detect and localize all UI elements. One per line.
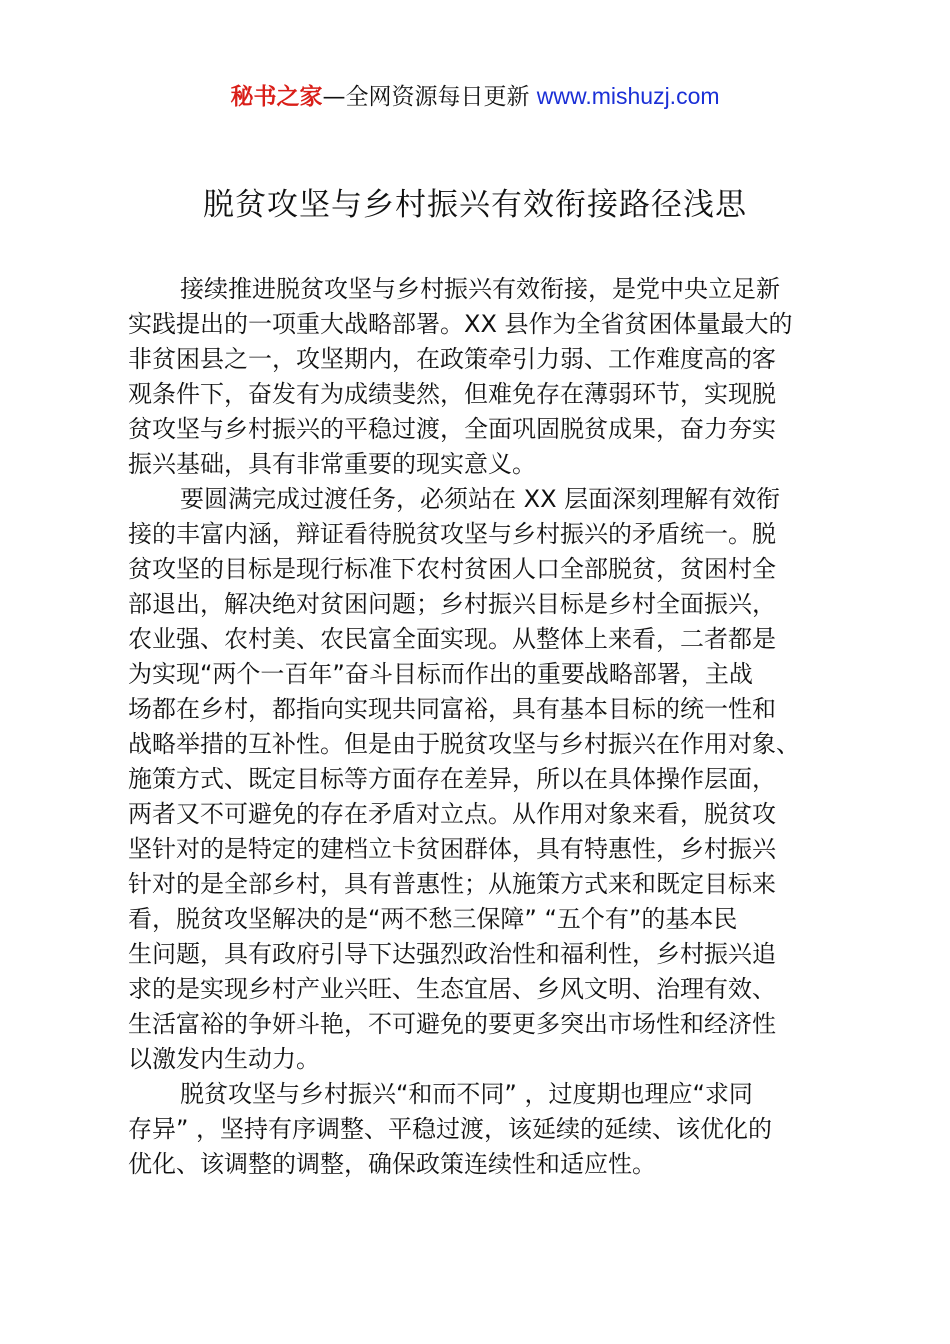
paragraph-line: 接的丰富内涵，辩证看待脱贫攻坚与乡村振兴的矛盾统一。脱: [128, 520, 776, 548]
paragraph-line: 观条件下，奋发有为成绩斐然，但难免存在薄弱环节，实现脱: [128, 380, 776, 408]
paragraph-line: 存异” ，坚持有序调整、平稳过渡，该延续的延续、该优化的: [128, 1115, 773, 1143]
site-header: [0, 80, 950, 113]
paragraph-line: 优化、该调整的调整，确保政策连续性和适应性。: [128, 1150, 656, 1178]
paragraph-line: 农业强、农村美、农民富全面实现。从整体上来看，二者都是: [128, 625, 776, 653]
paragraph-line: 看，脱贫攻坚解决的是“两不愁三保障” “五个有”的基本民: [128, 905, 738, 933]
paragraph-line: 要圆满完成过渡任务，必须站在 XX 层面深刻理解有效衔: [180, 485, 781, 513]
paragraph-line: 场都在乡村，都指向实现共同富裕，具有基本目标的统一性和: [128, 695, 776, 723]
paragraph: [128, 272, 838, 482]
paragraph-line: 生问题，具有政府引导下达强烈政治性和福利性，乡村振兴追: [128, 940, 776, 968]
paragraph-line: 坚针对的是特定的建档立卡贫困群体，具有特惠性，乡村振兴: [128, 835, 776, 863]
header-tagline: —全网资源每日更新: [322, 84, 537, 110]
paragraph-line: 实践提出的一项重大战略部署。XX 县作为全省贫困体量最大的: [128, 310, 793, 338]
paragraph-line: 以激发内生动力。: [128, 1045, 320, 1073]
paragraph-line: 接续推进脱贫攻坚与乡村振兴有效衔接，是党中央立足新: [180, 275, 780, 303]
paragraph-line: 为实现“两个一百年”奋斗目标而作出的重要战略部署，主战: [128, 660, 753, 688]
paragraph-line: 针对的是全部乡村，具有普惠性；从施策方式来和既定目标来: [128, 870, 776, 898]
paragraph-line: 贫攻坚与乡村振兴的平稳过渡，全面巩固脱贫成果，奋力夯实: [128, 415, 776, 443]
paragraph-line: 非贫困县之一，攻坚期内，在政策牵引力弱、工作难度高的客: [128, 345, 776, 373]
paragraph-line: 脱贫攻坚与乡村振兴“和而不同” ，过度期也理应“求同: [180, 1080, 753, 1108]
paragraph-line: 振兴基础，具有非常重要的现实意义。: [128, 450, 536, 478]
paragraph-line: 施策方式、既定目标等方面存在差异，所以在具体操作层面，: [128, 765, 776, 793]
paragraph-line: 两者又不可避免的存在矛盾对立点。从作用对象来看，脱贫攻: [128, 800, 776, 828]
paragraph: [128, 1077, 838, 1182]
paragraph-line: 生活富裕的争妍斗艳，不可避免的要更多突出市场性和经济性: [128, 1010, 776, 1038]
paragraph-line: 部退出，解决绝对贫困问题；乡村振兴目标是乡村全面振兴，: [128, 590, 776, 618]
paragraph: [128, 482, 838, 1077]
site-url-link[interactable]: www.mishuzj.com: [536, 83, 720, 109]
paragraph-line: 贫攻坚的目标是现行标准下农村贫困人口全部脱贫，贫困村全: [128, 555, 776, 583]
document-body: [128, 272, 838, 1182]
paragraph-line: 求的是实现乡村产业兴旺、生态宜居、乡风文明、治理有效、: [128, 975, 776, 1003]
document-title: 脱贫攻坚与乡村振兴有效衔接路径浅思: [203, 187, 747, 223]
paragraph-line: 战略举措的互补性。但是由于脱贫攻坚与乡村振兴在作用对象、: [128, 730, 800, 758]
brand-name: 秘书之家: [230, 84, 323, 110]
